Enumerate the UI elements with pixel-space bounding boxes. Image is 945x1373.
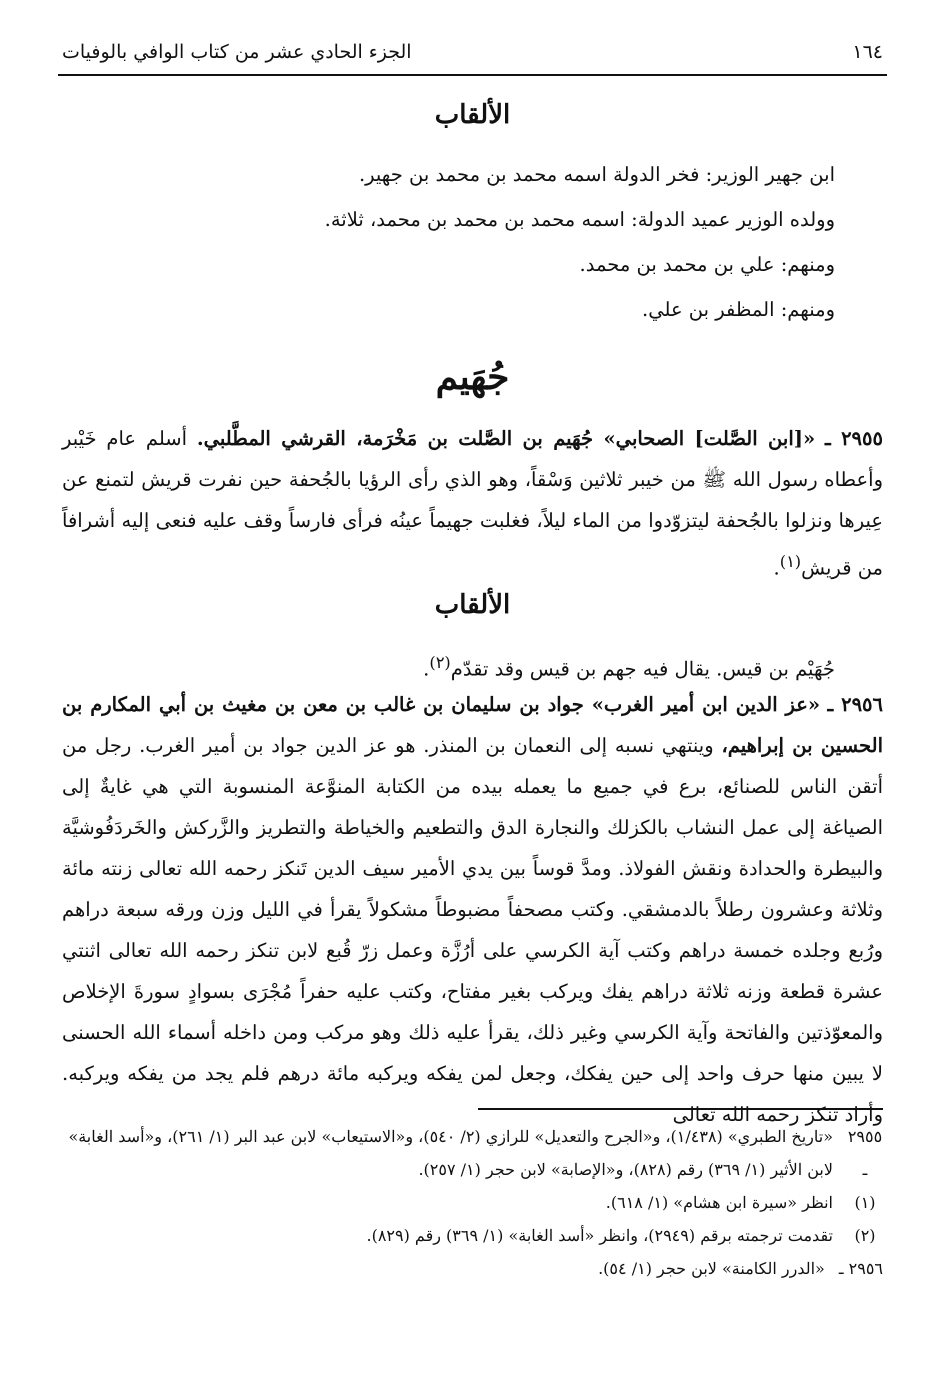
footnote-mark: (٢) [854, 1226, 876, 1245]
footnote-mark: ٢٩٥٥ ـ [847, 1127, 883, 1179]
footnote-mark: ٢٩٥٦ ـ [838, 1259, 883, 1278]
footnote-rule [478, 1108, 883, 1110]
footnote-text: تقدمت ترجمته برقم (٢٩٤٩)، وانظر «أسد الغابة» (١/ ٣٦٩) رقم (٨٢٩). [366, 1226, 833, 1245]
entry-heading: «عز الدين ابن أمير الغرب» جواد بن سليمان بن غالب بن معن بن مغيث بن أبي المكارم بن الحسين بن إبراهيم، [62, 693, 884, 757]
footnote [62, 1186, 883, 1219]
footnote-text: «تاريخ الطبري» (١/٤٣٨)، و«الجرح والتعديل» للرازي (٢/ ٥٤٠)، و«الاستيعاب» لابن عبد البر (١/ ٢٦١)، و«أسد الغابة» لابن الأثير (١/ ٣٦٩) رقم (٨٢٨)، و«الإصابة» لابن حجر (١/ ٢٥٧). [68, 1127, 833, 1179]
section-title-alqab-1: الألقاب [434, 100, 511, 130]
alqab-line: وولده الوزير عميد الدولة: اسمه محمد بن محمد بن محمد، ثلاثة. [324, 208, 835, 231]
alqab-line: ومنهم: المظفر بن علي. [642, 298, 835, 321]
entry-number: ٢٩٥٦ ـ [827, 693, 883, 716]
footnote [62, 1120, 883, 1186]
footnote-text: انظر «سيرة ابن هشام» (١/ ٦١٨). [605, 1193, 833, 1212]
footnote-ref: (١) [779, 552, 802, 571]
footnotes [62, 1120, 883, 1285]
alqab-line: ومنهم: علي بن محمد بن محمد. [579, 253, 835, 276]
page-number: ١٦٤ [852, 41, 883, 63]
alqab-list-1 [62, 152, 835, 332]
entry-text: وينتهي نسبه إلى النعمان بن المنذر. هو عز الدين جواد بن أمير الغرب. رجل من أتقن الناس للصنائع، برع في جميع ما يعمله بيده من الكتابة المنوَّعة المنسوبة التي هي غايةٌ إلى الصياغة إلى عمل النشاب بالكزلك والنجارة الدق والتطعيم والخياطة والتطريز والزَّركش والخَردَفُوشيَّة والبيطرة والحدادة ونقش الفولاذ. ومدَّ قوساً بين يدي الأمير سيف الدين تَنكز رحمه الله تعالى زنته مائة وثلاثة وعشرون رطلاً بالدمشقي. وكتب مصحفاً مضبوطاً مشكولاً يقرأ في الليل وزن ورقه سبعة دراهم ورُبع وجلده خمسة دراهم وكتب آية الكرسي على أرُزَّة وعمل زرّ قُبع لابن تنكز رحمه الله تعالى اثنتي عشرة قطعة وزنه ثلاثة دراهم يفك ويركب بغير مفتاح، وكتب عليه حفراً مُجْرَى بسوادٍ سورةَ الإخلاص والمعوّذتين والفاتحة وآية الكرسي وغير ذلك، يقرأ عليه ذلك وهو مركب ومن داخله أسماء الله الحسنى لا يبين منها حرف واحد إلى حين يفكك، وجعل لمن يفكه ويركبه مائة درهم فلم يجد من يفكه ويركبه. وأراد تنكز رحمه الله تعالى [62, 734, 883, 1126]
alqab-line: ابن جهير الوزير: فخر الدولة اسمه محمد بن محمد بن جهير. [358, 163, 835, 186]
header-rule [58, 74, 887, 76]
footnote-mark: (١) [854, 1193, 876, 1212]
entry-number: ٢٩٥٥ ـ [824, 427, 883, 450]
footnote [62, 1219, 883, 1252]
entry-end: . [423, 657, 430, 681]
entry-2955 [62, 418, 883, 589]
footnote [62, 1252, 883, 1285]
running-title: الجزء الحادي عشر من كتاب الوافي بالوفيات [62, 41, 412, 63]
footnote-text: «الدرر الكامنة» لابن حجر (١/ ٥٤). [598, 1259, 825, 1278]
entry-heading: «[ابن الصَّلت] الصحابي» جُهَيم بن الصَّلت بن مَخْرَمة، القرشي المطَّلبي. [196, 427, 816, 450]
entry-end: . [773, 556, 780, 580]
entry-text: أسلم عام خَيْبر وأعطاه رسول الله ﷺ من خيبر ثلاثين وَسْقاً، وهو الذي رأى الرؤيا بالجُحفة حين نفرت قريش لتمنع عن عِيرها ونزلوا بالجُحفة ليتزوّدوا من الماء ليلاً، فغلبت جهيماً عينُه فرأى فارساً وقف عليه فنعى إليه أشرافاً من قريش [62, 427, 883, 580]
alqab-text: جُهَيْم بن قيس. يقال فيه جهم بن قيس وقد تقدّم [450, 657, 835, 681]
running-head [62, 34, 883, 70]
section-title-alqab-2: الألقاب [434, 590, 511, 620]
footnote-ref: (٢) [429, 653, 451, 672]
entry-2956 [62, 684, 883, 1135]
section-title-juhaym: جُهَيم [435, 356, 510, 398]
